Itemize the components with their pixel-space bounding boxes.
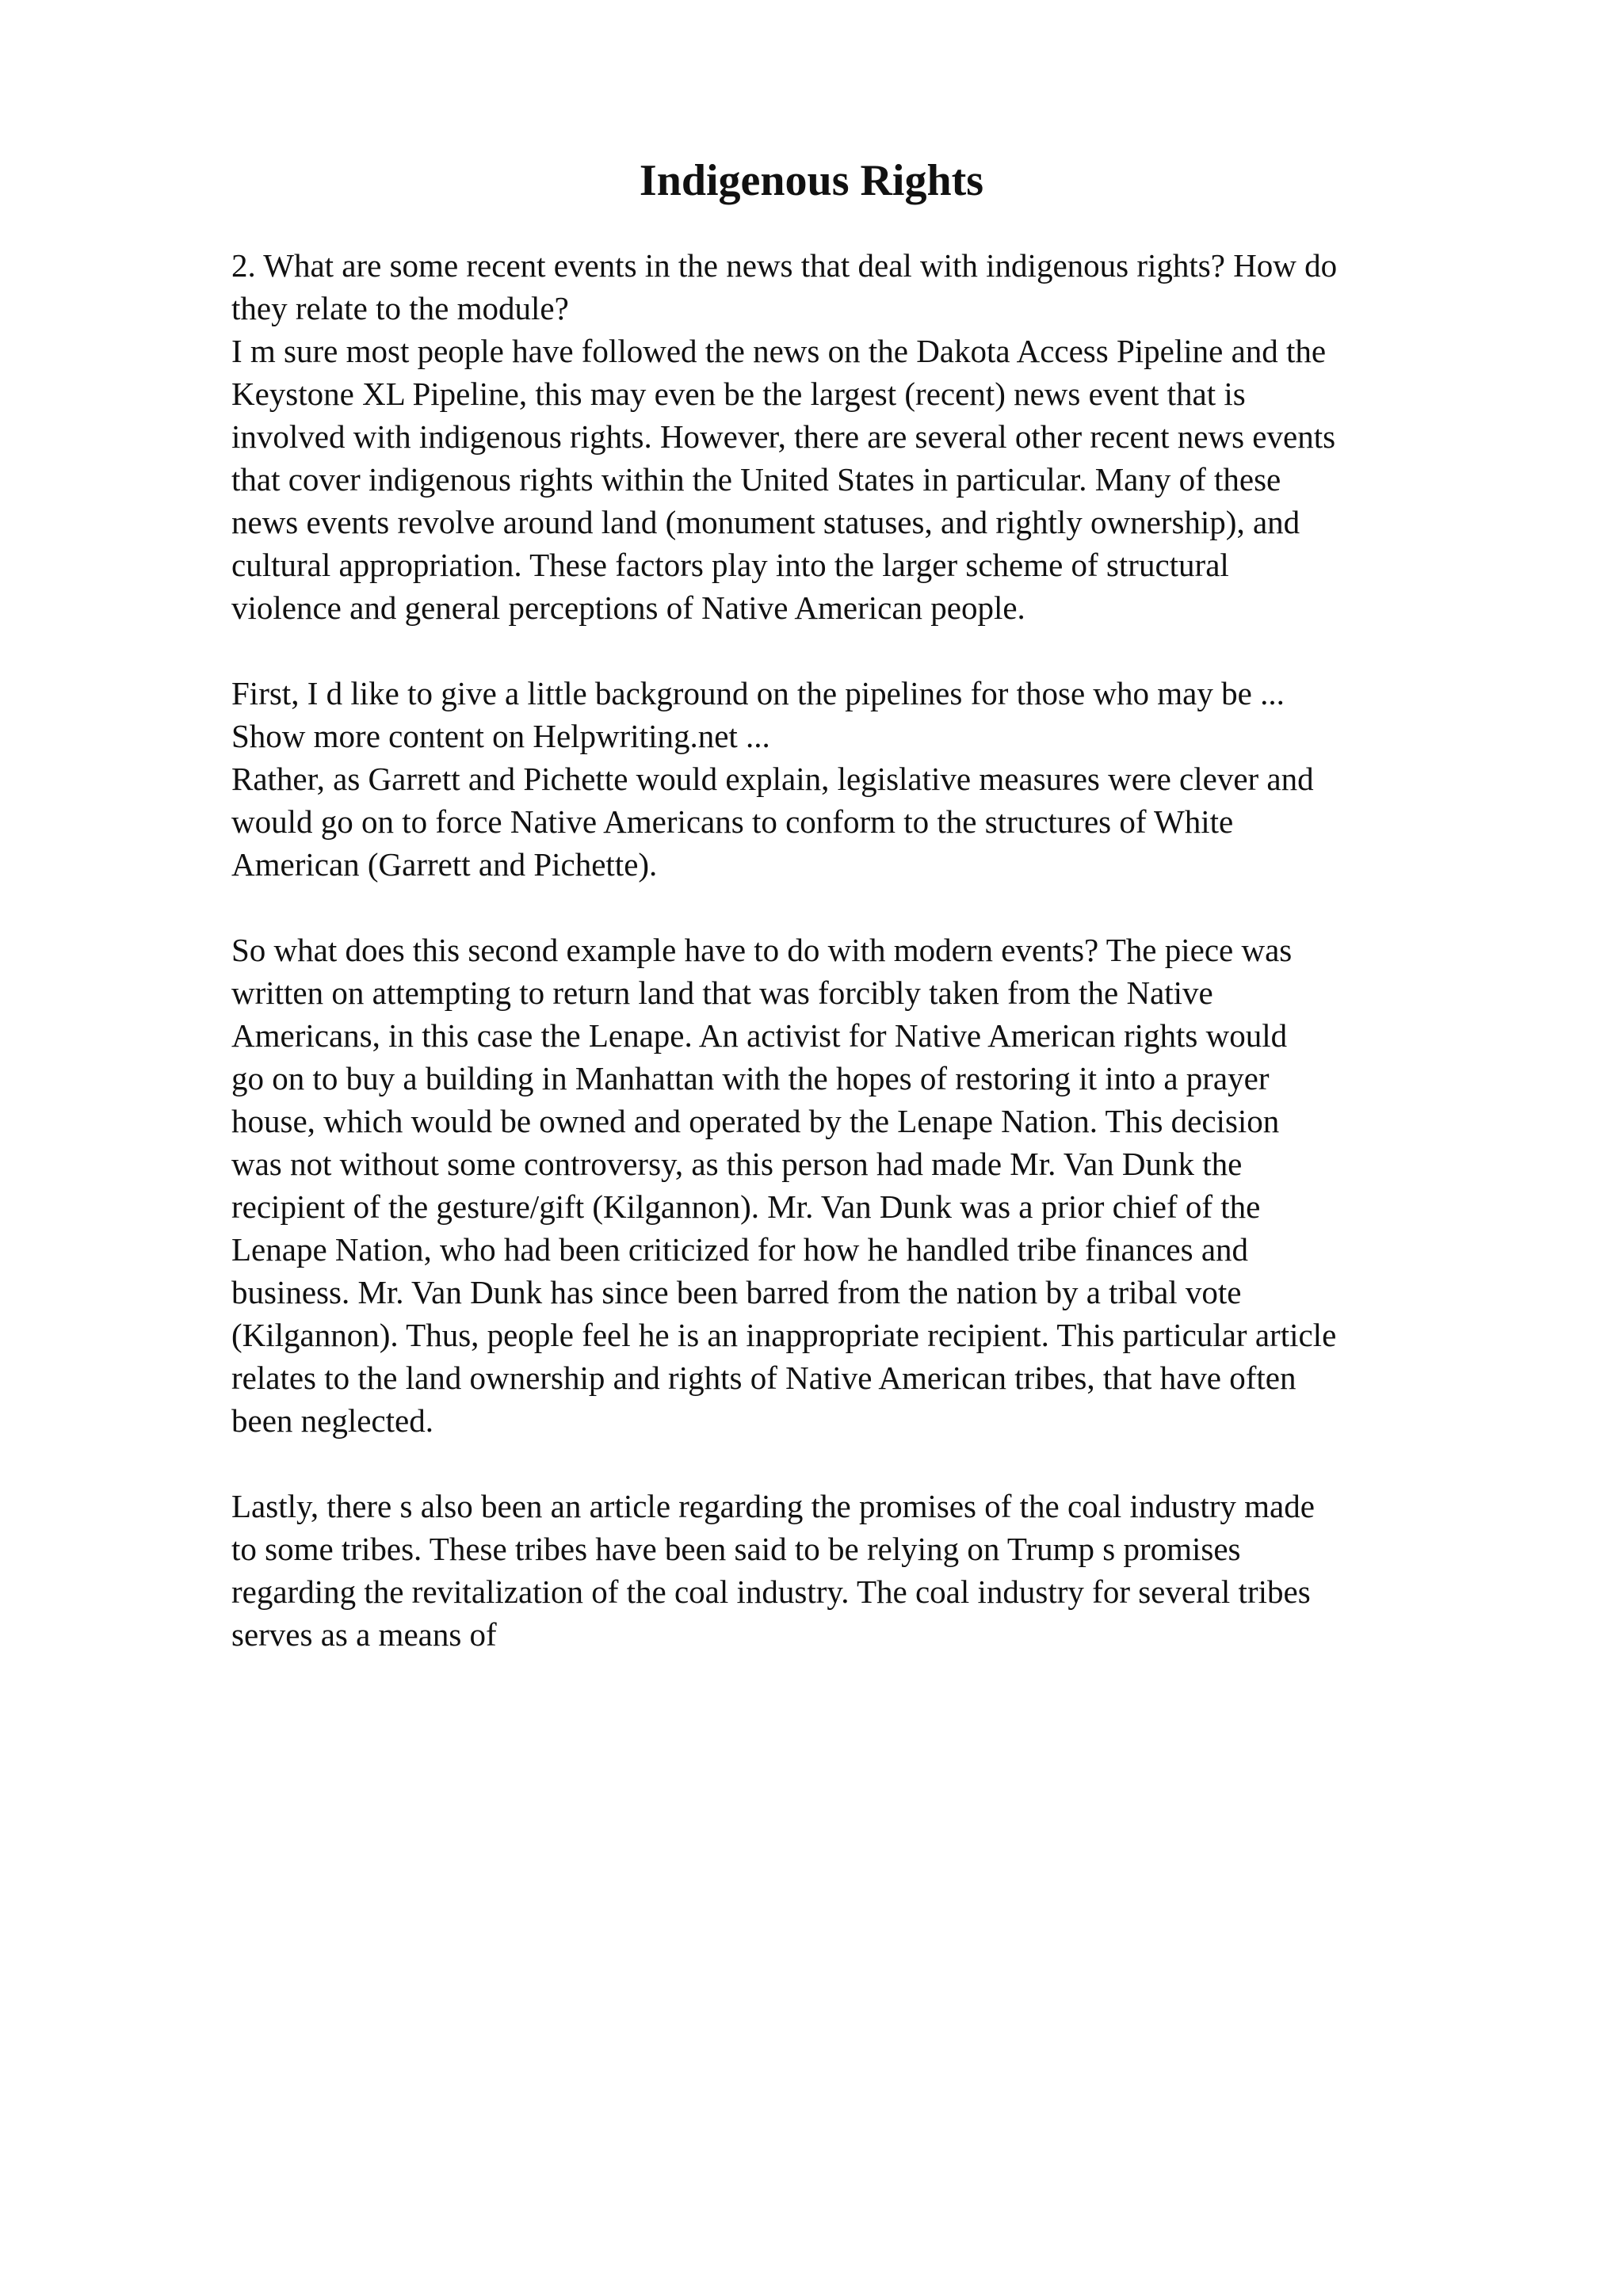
text-line: Lenape Nation, who had been criticized for how he handled tribe finances and [231, 1231, 1249, 1268]
text-line: they relate to the module? [231, 290, 569, 326]
text-line: to some tribes. These tribes have been said to be relying on Trump s promises [231, 1531, 1241, 1567]
text-line: news events revolve around land (monument statuses, and rightly ownership), and [231, 504, 1300, 540]
paragraph-gap [231, 886, 1499, 929]
text-line: Americans, in this case the Lenape. An activist for Native American rights would [231, 1017, 1288, 1054]
text-line: violence and general perceptions of Native American people. [231, 589, 1025, 626]
text-line: (Kilgannon). Thus, people feel he is an inappropriate recipient. This particular article [231, 1317, 1337, 1353]
text-line: relates to the land ownership and rights of Native American tribes, that have often [231, 1360, 1296, 1396]
text-line: Show more content on Helpwriting.net ... [231, 718, 770, 754]
text-line: recipient of the gesture/gift (Kilgannon). Mr. Van Dunk was a prior chief of the [231, 1188, 1261, 1225]
text-line: written on attempting to return land that was forcibly taken from the Native [231, 974, 1213, 1011]
paragraph-gap [231, 629, 1499, 672]
text-line: Keystone XL Pipeline, this may even be the largest (recent) news event that is [231, 376, 1246, 412]
text-line: Lastly, there s also been an article regarding the promises of the coal industry made [231, 1488, 1315, 1524]
text-line: involved with indigenous rights. However, there are several other recent news events [231, 418, 1336, 455]
text-line: serves as a means of [231, 1616, 497, 1653]
text-line: house, which would be owned and operated by the Lenape Nation. This decision [231, 1103, 1280, 1139]
text-line: First, I d like to give a little background on the pipelines for those who may be ... [231, 675, 1285, 711]
document-body [231, 244, 1499, 1656]
text-line: American (Garrett and Pichette). [231, 846, 658, 883]
paragraph-gap [231, 1442, 1499, 1485]
text-line: I m sure most people have followed the news on the Dakota Access Pipeline and the [231, 333, 1327, 369]
text-line: been neglected. [231, 1402, 433, 1439]
page-title: Indigenous Rights [639, 156, 984, 205]
text-line: was not without some controversy, as this person had made Mr. Van Dunk the [231, 1146, 1243, 1182]
text-line: cultural appropriation. These factors play into the larger scheme of structural [231, 547, 1229, 583]
text-line: regarding the revitalization of the coal industry. The coal industry for several tribes [231, 1573, 1311, 1610]
text-line: So what does this second example have to do with modern events? The piece was [231, 932, 1293, 968]
text-line: would go on to force Native Americans to conform to the structures of White [231, 803, 1234, 840]
text-line: Rather, as Garrett and Pichette would explain, legislative measures were clever and [231, 761, 1314, 797]
text-line: that cover indigenous rights within the United States in particular. Many of these [231, 461, 1281, 498]
text-line: go on to buy a building in Manhattan with the hopes of restoring it into a prayer [231, 1060, 1270, 1097]
text-line: 2. What are some recent events in the news that deal with indigenous rights? How do [231, 247, 1338, 284]
text-line: business. Mr. Van Dunk has since been barred from the nation by a tribal vote [231, 1274, 1242, 1310]
